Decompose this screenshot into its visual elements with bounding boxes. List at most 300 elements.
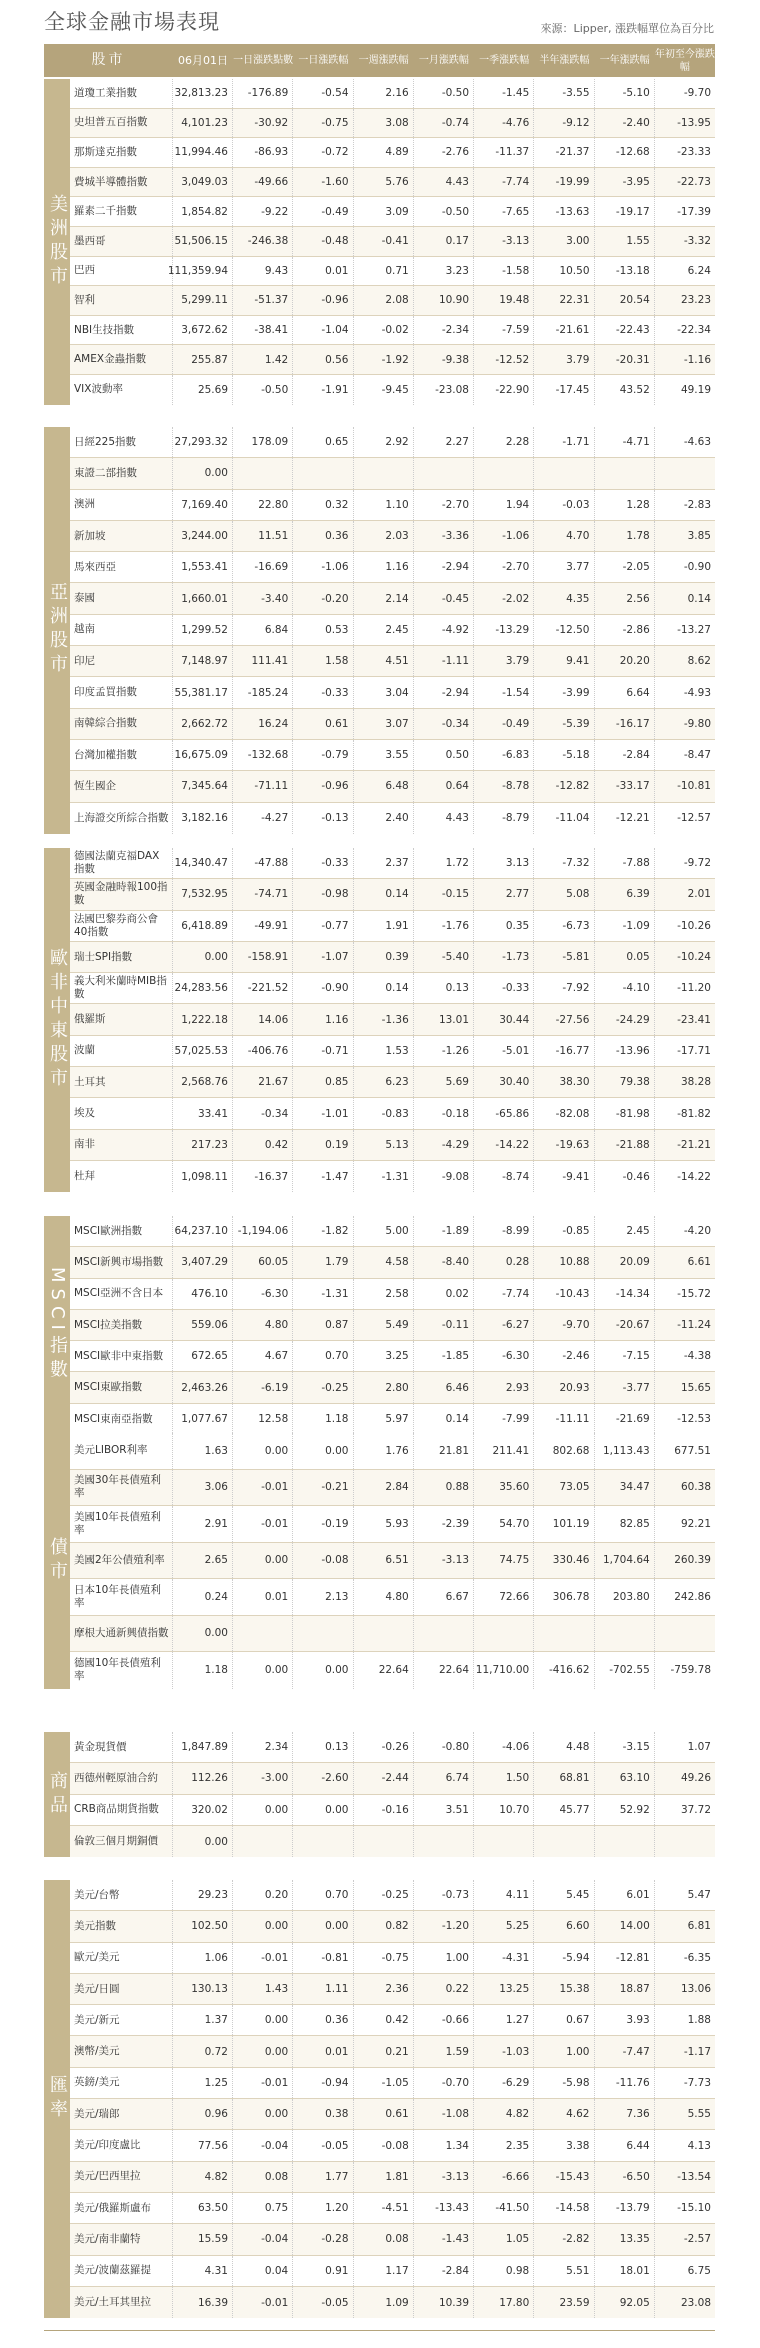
table-row <box>70 583 715 614</box>
change-cell: 677.51 <box>674 1444 711 1457</box>
close-value-cell: 1,553.41 <box>173 552 233 582</box>
market-name-cell: 史坦普五百指數 <box>70 109 173 138</box>
change-cell: -4.38 <box>683 1350 711 1363</box>
header-market: 股市 <box>91 52 126 68</box>
change-cell: -12.68 <box>595 138 655 167</box>
change-cell <box>354 1826 414 1857</box>
change-cell: 9.43 <box>233 257 293 286</box>
change-cell: 211.41 <box>474 1433 534 1469</box>
change-cell: 1.79 <box>293 1247 353 1277</box>
change-cell: -0.33 <box>474 973 534 1003</box>
change-cell: 1,113.43 <box>595 1433 655 1469</box>
close-value-cell: 1,299.52 <box>173 615 233 645</box>
change-cell: -21.21 <box>677 1138 711 1151</box>
change-cell: -13.95 <box>677 116 711 129</box>
change-cell: -9.80 <box>683 717 711 730</box>
close-value-cell: 15.59 <box>173 2224 233 2254</box>
change-cell: -4.31 <box>474 1943 534 1973</box>
change-cell: 45.77 <box>534 1795 594 1825</box>
change-cell: 802.68 <box>534 1433 594 1469</box>
change-cell: -7.15 <box>595 1341 655 1371</box>
change-cell: -13.18 <box>595 257 655 286</box>
change-cell: -0.46 <box>595 1161 655 1192</box>
change-cell: -41.50 <box>474 2193 534 2223</box>
change-cell <box>293 1826 353 1857</box>
change-cell: -9.38 <box>414 345 474 374</box>
market-name-cell: 倫敦三個月期銅價 <box>70 1826 173 1857</box>
table-row <box>70 1652 715 1689</box>
table-row <box>70 1543 715 1580</box>
table-row <box>70 1247 715 1278</box>
change-cell: -7.47 <box>595 2036 655 2066</box>
change-cell: 1.16 <box>354 552 414 582</box>
change-cell: 3.77 <box>534 552 594 582</box>
change-cell: -23.08 <box>414 375 474 405</box>
close-value-cell: 1,098.11 <box>173 1161 233 1192</box>
close-value-cell: 112.26 <box>173 1763 233 1793</box>
change-cell: -0.45 <box>414 583 474 613</box>
change-cell: -1.31 <box>354 1161 414 1192</box>
market-name-cell: 美國2年公債殖利率 <box>70 1543 173 1579</box>
header-date: 06月01日 <box>178 54 228 67</box>
change-cell: -30.92 <box>233 109 293 138</box>
table-row <box>70 316 715 346</box>
market-name-cell: 美元/南非蘭特 <box>70 2224 173 2254</box>
change-cell: 34.47 <box>595 1470 655 1506</box>
change-cell: -0.01 <box>233 2068 293 2098</box>
change-cell: 10.90 <box>414 286 474 315</box>
change-cell: 0.82 <box>354 1911 414 1941</box>
bottom-rule <box>44 2330 715 2331</box>
market-name-cell: 美元/瑞郎 <box>70 2099 173 2129</box>
change-cell: 2.27 <box>414 427 474 457</box>
market-name-cell: 巴西 <box>70 257 173 286</box>
change-cell: 0.08 <box>354 2224 414 2254</box>
change-cell: -0.66 <box>414 2005 474 2035</box>
change-cell: -7.88 <box>595 848 655 878</box>
table-row <box>70 1433 715 1470</box>
change-cell: 0.67 <box>534 2005 594 2035</box>
market-name-cell: 埃及 <box>70 1098 173 1128</box>
change-cell: -132.68 <box>233 740 293 770</box>
change-cell: 1.50 <box>474 1763 534 1793</box>
section-4 <box>44 1433 715 1689</box>
change-cell: -16.37 <box>233 1161 293 1192</box>
change-cell: 0.05 <box>595 942 655 972</box>
change-cell: 0.00 <box>233 2036 293 2066</box>
market-name-cell: MSCI東南亞指數 <box>70 1404 173 1435</box>
change-cell: 8.62 <box>687 655 711 668</box>
change-cell: -0.80 <box>414 1732 474 1762</box>
change-cell: 22.31 <box>534 286 594 315</box>
change-cell: -2.05 <box>595 552 655 582</box>
change-cell: 17.80 <box>474 2287 534 2318</box>
change-cell: 6.74 <box>414 1763 474 1793</box>
change-cell: -7.65 <box>474 197 534 226</box>
change-cell <box>233 1826 293 1857</box>
change-cell: -7.74 <box>474 168 534 197</box>
change-cell: 0.75 <box>233 2193 293 2223</box>
close-value-cell: 255.87 <box>173 345 233 374</box>
market-name-cell: 波蘭 <box>70 1036 173 1066</box>
close-value-cell: 32,813.23 <box>173 79 233 108</box>
market-name-cell: 智利 <box>70 286 173 315</box>
change-cell: -15.72 <box>677 1287 711 1300</box>
change-cell: -759.78 <box>670 1664 711 1677</box>
change-cell: 0.42 <box>354 2005 414 2035</box>
change-cell: 6.46 <box>414 1372 474 1402</box>
close-value-cell: 2.91 <box>173 1506 233 1542</box>
change-cell: -0.26 <box>354 1732 414 1762</box>
close-value-cell: 2.65 <box>173 1543 233 1579</box>
market-name-cell: 澳洲 <box>70 490 173 520</box>
table-row <box>70 1732 715 1763</box>
change-cell: -1.36 <box>354 1004 414 1034</box>
change-cell: -0.49 <box>293 197 353 226</box>
close-value-cell: 3,407.29 <box>173 1247 233 1277</box>
close-value-cell: 3,672.62 <box>173 316 233 345</box>
change-cell: 43.52 <box>595 375 655 405</box>
change-cell: 12.58 <box>233 1404 293 1435</box>
close-value-cell: 14,340.47 <box>173 848 233 878</box>
change-cell: -2.70 <box>414 490 474 520</box>
section-rows <box>70 1732 715 1857</box>
change-cell: -27.56 <box>534 1004 594 1034</box>
market-name-cell: 瑞士SPI指數 <box>70 942 173 972</box>
close-value-cell: 3.06 <box>173 1470 233 1506</box>
table-row <box>70 1067 715 1098</box>
change-cell: -0.98 <box>293 879 353 909</box>
market-name-cell: MSCI歐洲指數 <box>70 1216 173 1246</box>
change-cell: -6.50 <box>595 2162 655 2192</box>
change-cell: -0.21 <box>293 1470 353 1506</box>
change-cell: -0.11 <box>414 1310 474 1340</box>
change-cell: -0.01 <box>233 2287 293 2318</box>
market-name-cell: 墨西哥 <box>70 227 173 256</box>
change-cell: -20.31 <box>595 345 655 374</box>
close-value-cell: 0.96 <box>173 2099 233 2129</box>
change-cell: -13.63 <box>534 197 594 226</box>
change-cell: 72.66 <box>474 1579 534 1615</box>
close-value-cell: 320.02 <box>173 1795 233 1825</box>
change-cell: -2.94 <box>414 552 474 582</box>
table-row <box>70 1506 715 1543</box>
change-cell: -0.75 <box>354 1943 414 1973</box>
section-label <box>44 1216 70 1435</box>
market-name-cell: 道瓊工業指數 <box>70 79 173 108</box>
change-cell: -17.45 <box>534 375 594 405</box>
change-cell: -0.19 <box>293 1506 353 1542</box>
market-name-cell: 美元指數 <box>70 1911 173 1941</box>
change-cell: -21.69 <box>595 1404 655 1435</box>
change-cell: 0.20 <box>233 1880 293 1910</box>
change-cell: 2.93 <box>474 1372 534 1402</box>
change-cell: 1.00 <box>534 2036 594 2066</box>
change-cell: 1.34 <box>414 2130 474 2160</box>
close-value-cell: 0.72 <box>173 2036 233 2066</box>
change-cell: -14.22 <box>677 1170 711 1183</box>
table-row <box>70 1579 715 1616</box>
change-cell: -0.08 <box>293 1543 353 1579</box>
header-day-pct: 一日漲跌幅 <box>298 55 349 66</box>
section-label <box>44 79 70 405</box>
change-cell: 5.00 <box>354 1216 414 1246</box>
change-cell: -7.32 <box>534 848 594 878</box>
change-cell <box>414 458 474 488</box>
change-cell: -0.74 <box>414 109 474 138</box>
change-cell: 178.09 <box>233 427 293 457</box>
change-cell: -0.77 <box>293 911 353 941</box>
change-cell: -0.41 <box>354 227 414 256</box>
change-cell: 0.13 <box>293 1732 353 1762</box>
change-cell: 0.64 <box>414 771 474 801</box>
change-cell: -12.82 <box>534 771 594 801</box>
change-cell: 2.58 <box>354 1279 414 1309</box>
change-cell: 16.24 <box>233 709 293 739</box>
change-cell: 6.23 <box>354 1067 414 1097</box>
change-cell: 5.47 <box>687 1889 711 1902</box>
change-cell: -7.59 <box>474 316 534 345</box>
change-cell <box>474 1616 534 1652</box>
table-row <box>70 942 715 973</box>
change-cell: -11.37 <box>474 138 534 167</box>
change-cell: -6.19 <box>233 1372 293 1402</box>
change-cell: -1.31 <box>293 1279 353 1309</box>
change-cell: -20.67 <box>595 1310 655 1340</box>
table-row <box>70 138 715 168</box>
table-row <box>70 427 715 458</box>
section-rows <box>70 1433 715 1689</box>
change-cell: -221.52 <box>233 973 293 1003</box>
change-cell: -0.50 <box>414 79 474 108</box>
table-row <box>70 1826 715 1857</box>
change-cell: -0.75 <box>293 109 353 138</box>
change-cell: -3.00 <box>233 1763 293 1793</box>
change-cell: 1.28 <box>595 490 655 520</box>
change-cell: -2.84 <box>414 2256 474 2286</box>
change-cell: -0.48 <box>293 227 353 256</box>
table-row <box>70 1943 715 1974</box>
table-row <box>70 646 715 677</box>
change-cell: 60.38 <box>680 1481 711 1494</box>
change-cell: -51.37 <box>233 286 293 315</box>
change-cell: 0.61 <box>354 2099 414 2129</box>
change-cell: -1.09 <box>595 911 655 941</box>
market-name-cell: MSCI東歐指數 <box>70 1372 173 1402</box>
change-cell: -17.71 <box>677 1044 711 1057</box>
change-cell: -2.86 <box>595 615 655 645</box>
close-value-cell: 1,854.82 <box>173 197 233 226</box>
change-cell: -6.73 <box>534 911 594 941</box>
header-ytd-pct: 年初至今漲跌幅 <box>654 48 715 73</box>
table-row <box>70 2005 715 2036</box>
change-cell: 0.13 <box>414 973 474 1003</box>
change-cell: 0.14 <box>354 879 414 909</box>
change-cell: 6.01 <box>595 1880 655 1910</box>
table-row <box>70 1004 715 1035</box>
change-cell: -9.08 <box>414 1161 474 1192</box>
change-cell <box>595 458 655 488</box>
table-row <box>70 2162 715 2193</box>
market-name-cell: 台灣加權指數 <box>70 740 173 770</box>
change-cell: -9.70 <box>534 1310 594 1340</box>
market-name-cell: VIX波動率 <box>70 375 173 405</box>
close-value-cell: 55,381.17 <box>173 677 233 707</box>
change-cell: -12.50 <box>534 615 594 645</box>
close-value-cell: 5,299.11 <box>173 286 233 315</box>
table-row <box>70 615 715 646</box>
change-cell: -0.79 <box>293 740 353 770</box>
change-cell: 260.39 <box>674 1554 711 1567</box>
section-0 <box>44 79 715 405</box>
change-cell: -2.82 <box>534 2224 594 2254</box>
change-cell: 0.36 <box>293 2005 353 2035</box>
change-cell: -9.72 <box>683 857 711 870</box>
market-name-cell: 羅素二千指數 <box>70 197 173 226</box>
change-cell: 1.77 <box>293 2162 353 2192</box>
table-row <box>70 879 715 910</box>
change-cell: -1.04 <box>293 316 353 345</box>
change-cell: -3.55 <box>534 79 594 108</box>
change-cell: 0.22 <box>414 1974 474 2004</box>
table-row <box>70 973 715 1004</box>
change-cell: 3.79 <box>474 646 534 676</box>
market-name-cell: 法國巴黎券商公會40指數 <box>70 911 173 941</box>
change-cell: -0.73 <box>414 1880 474 1910</box>
section-label-text: MSCI指數 <box>47 1267 68 1384</box>
section-label <box>44 1732 70 1857</box>
change-cell: 5.49 <box>354 1310 414 1340</box>
change-cell: 0.00 <box>293 1652 353 1689</box>
change-cell: 2.56 <box>595 583 655 613</box>
change-cell: -47.88 <box>233 848 293 878</box>
change-cell: 5.97 <box>354 1404 414 1435</box>
change-cell: 11,710.00 <box>474 1652 534 1689</box>
change-cell: -5.94 <box>534 1943 594 1973</box>
change-cell: -14.34 <box>595 1279 655 1309</box>
change-cell: 0.00 <box>233 1543 293 1579</box>
change-cell: -246.38 <box>233 227 293 256</box>
change-cell: -19.17 <box>595 197 655 226</box>
change-cell: -0.13 <box>293 803 353 834</box>
change-cell: 4.82 <box>474 2099 534 2129</box>
change-cell: 0.53 <box>293 615 353 645</box>
change-cell: -7.99 <box>474 1404 534 1435</box>
close-value-cell: 16,675.09 <box>173 740 233 770</box>
change-cell: -0.03 <box>534 490 594 520</box>
change-cell: 4.51 <box>354 646 414 676</box>
change-cell: 79.38 <box>595 1067 655 1097</box>
change-cell: 0.42 <box>233 1130 293 1160</box>
change-cell: 5.45 <box>534 1880 594 1910</box>
section-rows <box>70 427 715 834</box>
source-note: 來源：Lipper, 漲跌幅單位為百分比 <box>540 22 714 35</box>
change-cell: 242.86 <box>674 1590 711 1603</box>
close-value-cell: 0.00 <box>173 458 233 488</box>
change-cell: 30.44 <box>474 1004 534 1034</box>
table-row <box>70 1161 715 1192</box>
market-name-cell: 黃金現貨價 <box>70 1732 173 1762</box>
change-cell: -4.63 <box>683 436 711 449</box>
change-cell: -0.05 <box>293 2287 353 2318</box>
market-name-cell: 日本10年長債殖利率 <box>70 1579 173 1615</box>
close-value-cell: 6,418.89 <box>173 911 233 941</box>
header-week-pct: 一週漲跌幅 <box>358 55 409 66</box>
close-value-cell: 1,847.89 <box>173 1732 233 1762</box>
table-row <box>70 2256 715 2287</box>
table-row <box>70 109 715 139</box>
table-row <box>70 1616 715 1653</box>
change-cell: 0.00 <box>233 2005 293 2035</box>
change-cell: -158.91 <box>233 942 293 972</box>
change-cell: -4.71 <box>595 427 655 457</box>
change-cell: -4.92 <box>414 615 474 645</box>
change-cell: -13.29 <box>474 615 534 645</box>
table-row <box>70 458 715 489</box>
change-cell: -22.34 <box>677 324 711 337</box>
close-value-cell: 476.10 <box>173 1279 233 1309</box>
change-cell: 82.85 <box>595 1506 655 1542</box>
change-cell: 92.21 <box>680 1517 711 1530</box>
change-cell: -5.01 <box>474 1036 534 1066</box>
change-cell: 101.19 <box>534 1506 594 1542</box>
table-row <box>70 552 715 583</box>
change-cell: -1.20 <box>414 1911 474 1941</box>
change-cell: 1.78 <box>595 521 655 551</box>
change-cell: -15.43 <box>534 2162 594 2192</box>
change-cell: 1.59 <box>414 2036 474 2066</box>
section-label-text: 美洲股市 <box>47 193 68 290</box>
table-row <box>70 911 715 942</box>
change-cell: -1.73 <box>474 942 534 972</box>
change-cell: 1.20 <box>293 2193 353 2223</box>
change-cell: -6.66 <box>474 2162 534 2192</box>
change-cell: 54.70 <box>474 1506 534 1542</box>
change-cell: -3.32 <box>683 235 711 248</box>
header-year-pct: 一年漲跌幅 <box>599 55 650 66</box>
change-cell: 0.14 <box>414 1404 474 1435</box>
change-cell: 3.51 <box>414 1795 474 1825</box>
change-cell: -12.57 <box>677 812 711 825</box>
change-cell: 14.06 <box>233 1004 293 1034</box>
change-cell: -0.33 <box>293 677 353 707</box>
change-cell: -12.52 <box>474 345 534 374</box>
change-cell: 1.11 <box>293 1974 353 2004</box>
close-value-cell: 1.63 <box>173 1433 233 1469</box>
market-name-cell: 英國金融時報100指數 <box>70 879 173 909</box>
section-5 <box>44 1732 715 1857</box>
change-cell <box>293 1616 353 1652</box>
market-name-cell: 德國10年長債殖利率 <box>70 1652 173 1689</box>
market-name-cell: 日經225指數 <box>70 427 173 457</box>
table-row <box>70 848 715 879</box>
change-cell: -4.27 <box>233 803 293 834</box>
change-cell: -1.92 <box>354 345 414 374</box>
change-cell: -0.16 <box>354 1795 414 1825</box>
change-cell: -3.13 <box>414 1543 474 1579</box>
table-row <box>70 521 715 552</box>
change-cell: 4.13 <box>687 2139 711 2152</box>
change-cell: -1.26 <box>414 1036 474 1066</box>
header-month-pct: 一月漲跌幅 <box>418 55 469 66</box>
change-cell: 2.45 <box>595 1216 655 1246</box>
change-cell <box>354 458 414 488</box>
market-name-cell: 美元/土耳其里拉 <box>70 2287 173 2318</box>
close-value-cell: 3,244.00 <box>173 521 233 551</box>
change-cell: 23.08 <box>680 2296 711 2309</box>
change-cell: -7.92 <box>534 973 594 1003</box>
table-row <box>70 771 715 802</box>
